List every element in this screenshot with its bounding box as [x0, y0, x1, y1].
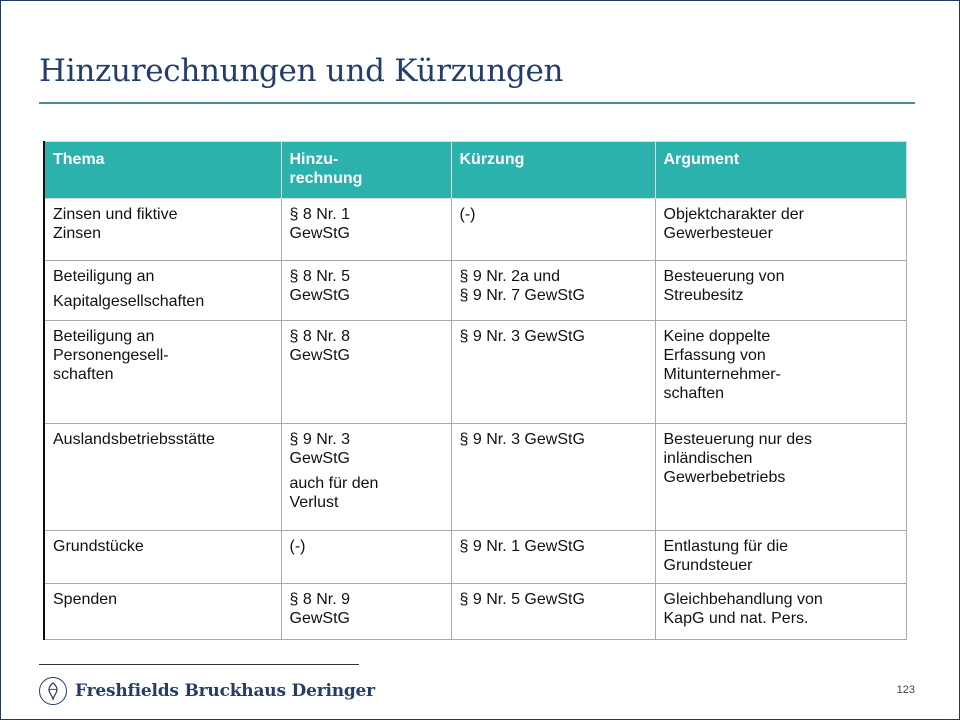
cell-line: Spenden — [53, 591, 118, 608]
cell-kuerzung — [451, 584, 655, 640]
cell-line: § 9 Nr. 3 — [289, 431, 350, 448]
cell-thema — [44, 531, 281, 584]
header-line: Hinzu- — [289, 151, 339, 168]
cell-kuerzung — [451, 321, 655, 424]
table-row — [44, 531, 906, 584]
cell-line: § 9 Nr. 5 GewStG — [459, 591, 585, 608]
cell-line: Auslandsbetriebsstätte — [53, 431, 215, 448]
cell-line: auch für den — [289, 475, 379, 492]
cell-line: Beteiligung an — [53, 268, 155, 285]
table-row — [44, 424, 906, 531]
freshfields-logo-icon — [39, 677, 67, 705]
cell-line: § 9 Nr. 3 GewStG — [459, 431, 585, 448]
header-line: Thema — [53, 151, 105, 168]
table-row — [44, 321, 906, 424]
cell-line: GewStG — [289, 450, 350, 467]
cell-line: Beteiligung an — [53, 328, 155, 345]
cell-line: schaften — [53, 366, 114, 383]
cell-line: schaften — [663, 385, 724, 402]
cell-hinzurechnung — [281, 424, 451, 531]
cell-thema — [44, 584, 281, 640]
table-row — [44, 261, 906, 321]
cell-kuerzung — [451, 199, 655, 261]
cell-line: § 8 Nr. 5 — [289, 268, 350, 285]
cell-line: Entlastung für die — [663, 538, 789, 555]
cell-line: Gewerbebetriebs — [663, 469, 786, 486]
cell-line: Erfassung von — [663, 347, 766, 364]
title-divider — [39, 102, 915, 104]
cell-hinzurechnung — [281, 321, 451, 424]
cell-line: § 8 Nr. 8 — [289, 328, 350, 345]
cell-line: GewStG — [289, 225, 350, 242]
company-logo — [39, 677, 375, 705]
cell-hinzurechnung — [281, 531, 451, 584]
cell-line: Besteuerung nur des — [663, 431, 813, 448]
cell-line: inländischen — [663, 450, 753, 467]
cell-kuerzung — [451, 531, 655, 584]
header-line: Argument — [663, 151, 740, 168]
cell-line: Zinsen und fiktive — [53, 206, 178, 223]
cell-argument — [655, 531, 906, 584]
cell-line: Grundsteuer — [663, 557, 753, 574]
cell-line: § 9 Nr. 3 GewStG — [459, 328, 585, 345]
cell-line: GewStG — [289, 287, 350, 304]
cell-line: Verlust — [289, 494, 339, 511]
header-hinzurechnung — [281, 142, 451, 199]
table-row — [44, 199, 906, 261]
cell-hinzurechnung — [281, 584, 451, 640]
cell-kuerzung — [451, 261, 655, 321]
cell-argument — [655, 584, 906, 640]
cell-line: § 9 Nr. 2a und — [459, 268, 561, 285]
header-kuerzung — [451, 142, 655, 199]
cell-line: (-) — [289, 538, 306, 555]
cell-argument — [655, 321, 906, 424]
logo-wordmark: Freshfields Bruckhaus Deringer — [75, 681, 375, 701]
cell-line: GewStG — [289, 610, 350, 627]
cell-line: Streubesitz — [663, 287, 744, 304]
cell-thema — [44, 424, 281, 531]
cell-line: Grundstücke — [53, 538, 144, 555]
cell-line: GewStG — [289, 347, 350, 364]
cell-argument — [655, 261, 906, 321]
cell-kuerzung — [451, 424, 655, 531]
header-line: Kürzung — [459, 151, 525, 168]
comparison-table — [43, 141, 907, 640]
cell-line: § 8 Nr. 9 — [289, 591, 350, 608]
cell-argument — [655, 199, 906, 261]
table-row — [44, 584, 906, 640]
cell-line: Zinsen — [53, 225, 102, 242]
slide-title: Hinzurechnungen und Kürzungen — [39, 53, 564, 89]
cell-line: § 8 Nr. 1 — [289, 206, 350, 223]
cell-line: Besteuerung von — [663, 268, 785, 285]
cell-line: Gleichbehandlung von — [663, 591, 823, 608]
cell-thema — [44, 199, 281, 261]
crest-icon — [43, 681, 63, 701]
cell-line: Kapitalgesellschaften — [53, 293, 205, 310]
cell-line: Gewerbesteuer — [663, 225, 773, 242]
footer-divider — [39, 664, 359, 665]
cell-line: Mitunternehmer- — [663, 366, 781, 383]
cell-line: (-) — [459, 206, 476, 223]
cell-line: Keine doppelte — [663, 328, 771, 345]
table-header-row — [44, 142, 906, 199]
cell-line: Personengesell- — [53, 347, 169, 364]
header-thema — [44, 142, 281, 199]
cell-argument — [655, 424, 906, 531]
cell-thema — [44, 321, 281, 424]
cell-line: § 9 Nr. 1 GewStG — [459, 538, 585, 555]
cell-line: Objektcharakter der — [663, 206, 805, 223]
page-number: 123 — [896, 684, 915, 696]
cell-hinzurechnung — [281, 261, 451, 321]
header-argument — [655, 142, 906, 199]
cell-hinzurechnung — [281, 199, 451, 261]
cell-thema — [44, 261, 281, 321]
header-line: rechnung — [289, 170, 363, 187]
cell-line: KapG und nat. Pers. — [663, 610, 809, 627]
cell-line: § 9 Nr. 7 GewStG — [459, 287, 585, 304]
